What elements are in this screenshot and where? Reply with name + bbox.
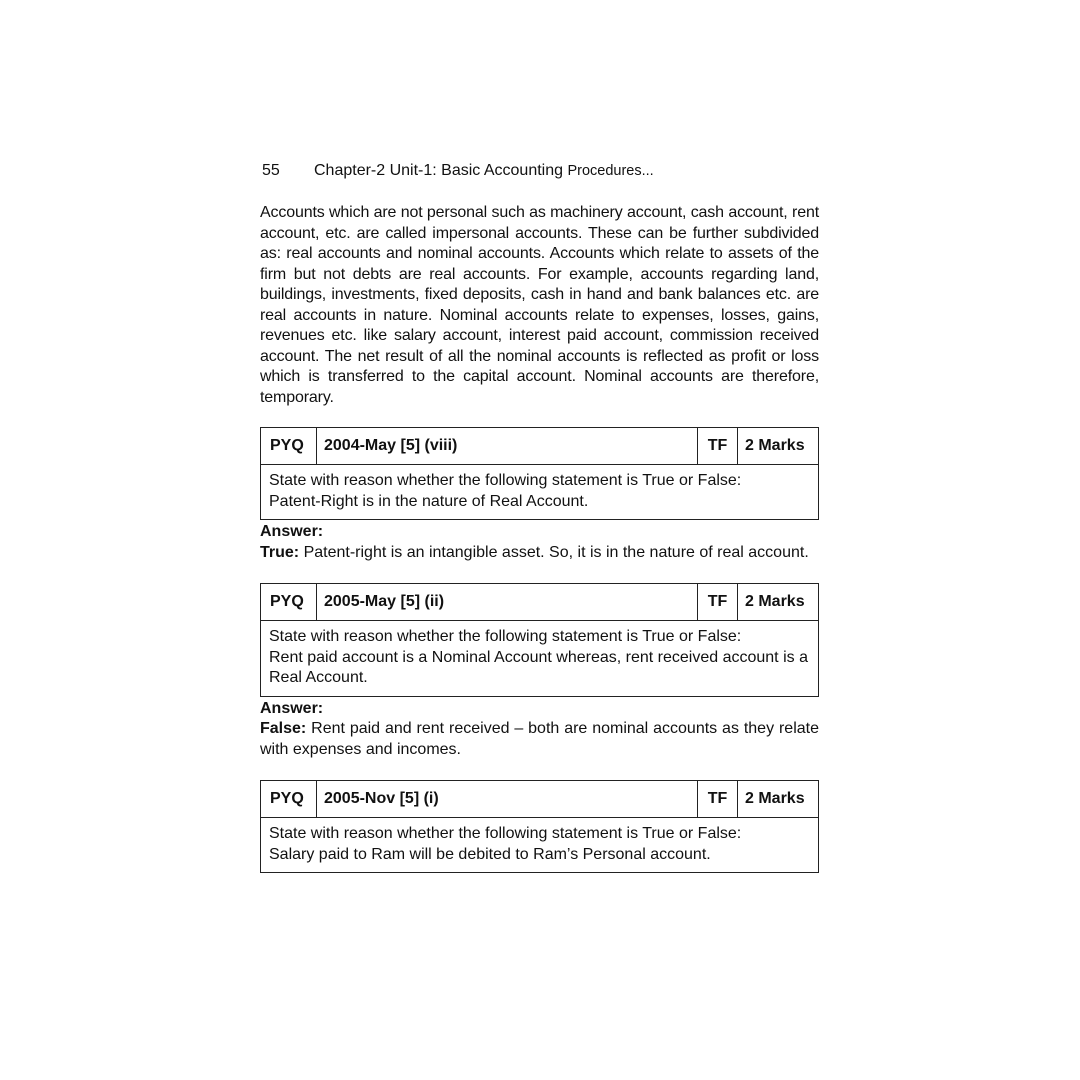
pyq-question-statement: Salary paid to Ram will be debited to Ram’s Personal account. (269, 845, 711, 863)
answer-verdict: True: (260, 543, 300, 561)
pyq-box (260, 780, 819, 873)
document-page (260, 160, 819, 873)
answer-label: Answer: (260, 523, 324, 540)
pyq-marks: 2 Marks (745, 790, 805, 807)
pyq-box (260, 427, 819, 520)
pyq-question (261, 465, 818, 519)
answer-label: Answer: (260, 699, 324, 717)
pyq-header-row (261, 781, 818, 818)
pyq-marks: 2 Marks (745, 437, 805, 454)
intro-paragraph: Accounts which are not personal such as machinery account, cash account, rent account, etc. are called impersonal accounts. These can be further subdivided as: real accounts and nominal accounts. Accounts which relate to assets of the firm but not debts are real accounts. For example, accounts regarding land, buildings, investments, fixed deposits, cash in hand and bank balances etc. are real accounts in nature. Nominal accounts relate to expenses, losses, gains, revenues etc. like salary account, interest paid account, commission received account. The net result of all the nominal accounts is reflected as profit or loss which is transferred to the capital account. Nominal accounts are therefore, temporary. (260, 204, 819, 406)
running-header (260, 160, 819, 182)
answer-text (260, 543, 819, 564)
pyq-question (261, 818, 818, 872)
pyq-question-statement: Patent-Right is in the nature of Real Account. (269, 492, 589, 510)
chapter-title: Chapter-2 Unit-1: Basic Accounting (314, 162, 564, 179)
pyq-label: PYQ (261, 584, 317, 620)
pyq-question-statement: Rent paid account is a Nominal Account whereas, rent received account is a Real Account. (269, 648, 808, 686)
pyq-session: 2005-Nov [5] (i) (317, 781, 698, 817)
answer-verdict: False: (260, 720, 307, 737)
answer-text (260, 719, 819, 760)
pyq-marks: 2 Marks (745, 593, 805, 610)
pyq-question-instruction: State with reason whether the following statement is True or False: (269, 628, 742, 645)
pyq-header-row (261, 428, 818, 465)
pyq-type: TF (698, 428, 738, 464)
answer-explanation: Rent paid and rent received – both are nominal accounts as they relate with expenses and incomes. (260, 720, 819, 758)
pyq-session: 2005-May [5] (ii) (317, 584, 698, 620)
pyq-session: 2004-May [5] (viii) (317, 428, 698, 464)
pyq-question (261, 621, 818, 696)
pyq-question-instruction: State with reason whether the following statement is True or False: (269, 825, 742, 842)
page-number: 55 (262, 162, 280, 179)
answer-explanation: Patent-right is an intangible asset. So, it is in the nature of real account. (303, 543, 809, 561)
pyq-label: PYQ (261, 781, 317, 817)
chapter-title-suffix: Procedures... (567, 163, 654, 179)
pyq-box (260, 583, 819, 697)
pyq-question-instruction: State with reason whether the following statement is True or False: (269, 472, 742, 489)
pyq-header-row (261, 584, 818, 621)
pyq-type: TF (698, 781, 738, 817)
pyq-label: PYQ (261, 428, 317, 464)
pyq-type: TF (698, 584, 738, 620)
